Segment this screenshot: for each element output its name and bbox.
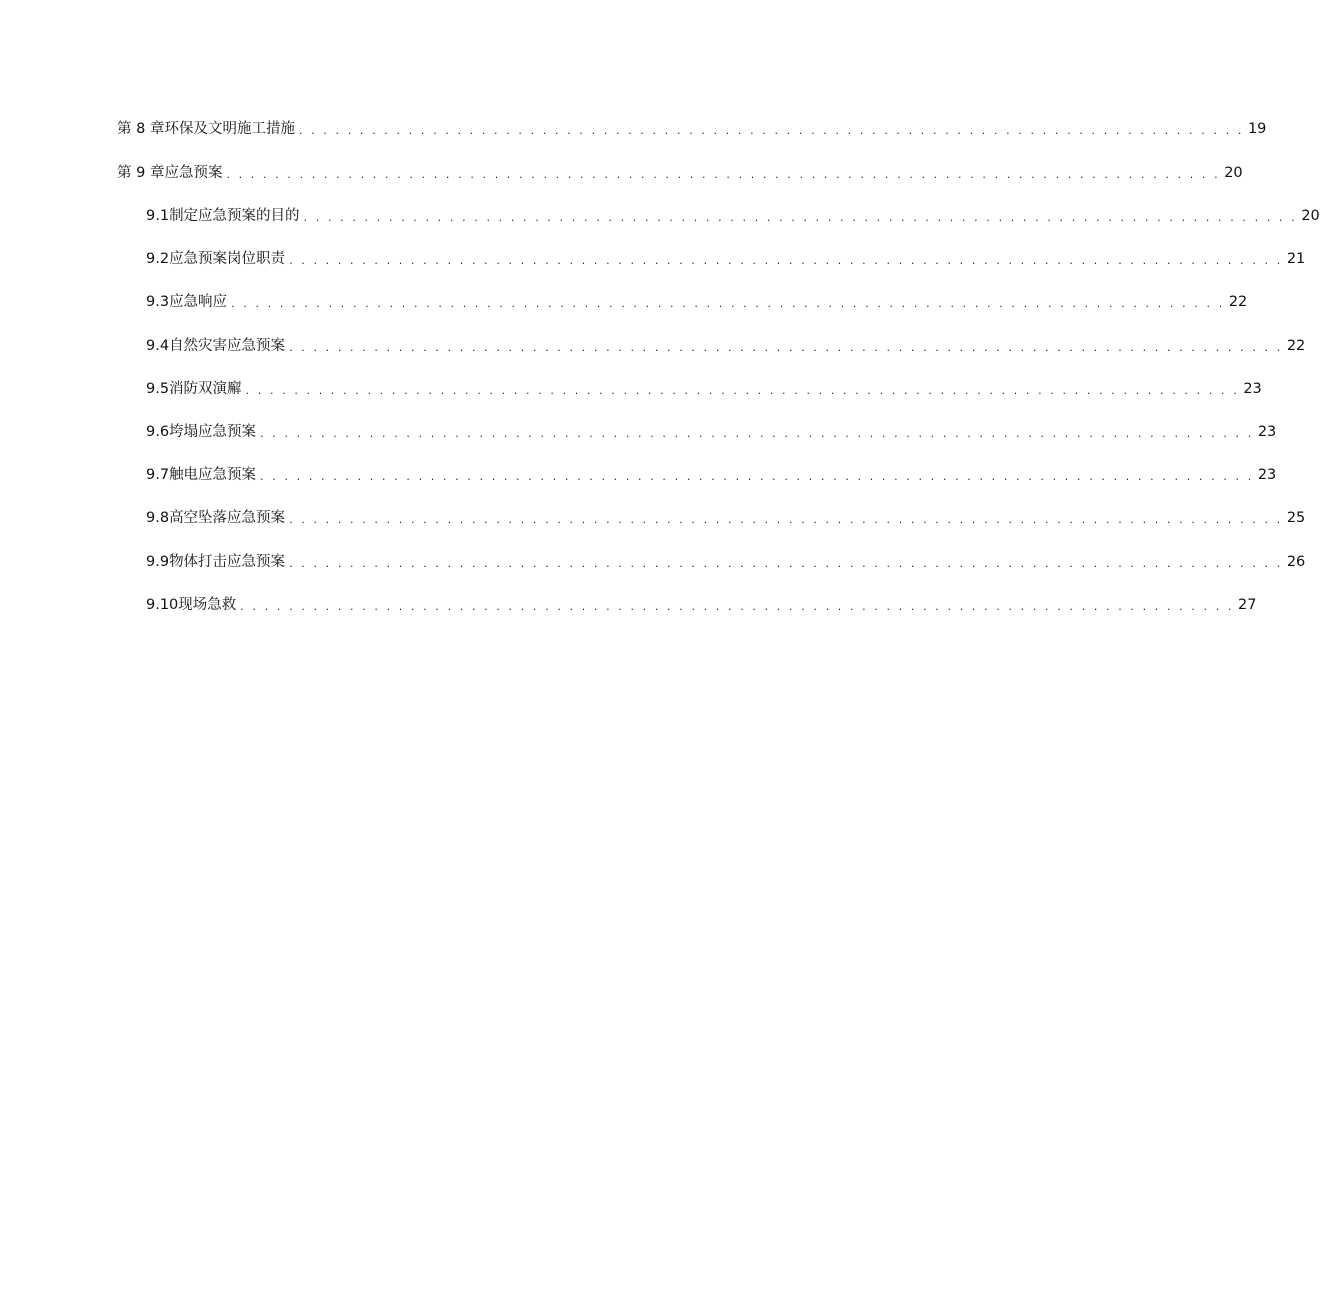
- toc-entry-title: 自然灾害应急预案: [169, 338, 286, 354]
- toc-dot-leader: . . . . . . . . . . . . . . . . . . . . . . . . . . . . . . . . . . . . . . . . . . . . . . . . . . . . . . . . . . . . . . . . . . . . . . . . . . . . . . . . . .: [260, 427, 1254, 440]
- toc-dot-leader: . . . . . . . . . . . . . . . . . . . . . . . . . . . . . . . . . . . . . . . . . . . . . . . . . . . . . . . . . . . . . . . . . . . . . . . . . . . . . .: [298, 124, 1244, 137]
- toc-entry-number: 9.3: [146, 294, 170, 310]
- toc-entry-page: 22: [1286, 338, 1306, 354]
- toc-dot-leader: . . . . . . . . . . . . . . . . . . . . . . . . . . . . . . . . . . . . . . . . . . . . . . . . . . . . . . . . . . . . . . . . . . . . . . . . . . . . . . . . . .: [303, 211, 1298, 224]
- toc-entry-number: 9.8: [146, 510, 170, 526]
- toc-entry-number: 第 8 章: [117, 121, 165, 137]
- toc-entry-number: 9.6: [146, 424, 170, 440]
- toc-dot-leader: . . . . . . . . . . . . . . . . . . . . . . . . . . . . . . . . . . . . . . . . . . . . . . . . . . . . . . . . . . . . . . . . . . . . . . . . . . . . . . . . . .: [231, 297, 1225, 310]
- toc-dot-leader: . . . . . . . . . . . . . . . . . . . . . . . . . . . . . . . . . . . . . . . . . . . . . . . . . . . . . . . . . . . . . . . . . . . . . . . . . . . . . . . . . .: [289, 513, 1283, 526]
- toc-dot-leader: . . . . . . . . . . . . . . . . . . . . . . . . . . . . . . . . . . . . . . . . . . . . . . . . . . . . . . . . . . . . . . . . . . . . . . . . . . . . . . . . . .: [245, 384, 1240, 397]
- toc-entry-number: 9.10: [146, 597, 179, 613]
- toc-entry-chapter-9[interactable]: [117, 163, 1243, 183]
- toc-dot-leader: . . . . . . . . . . . . . . . . . . . . . . . . . . . . . . . . . . . . . . . . . . . . . . . . . . . . . . . . . . . . . . . . . . . . . . . . . . . . . . . . . .: [289, 254, 1283, 267]
- toc-entry-number: 9.4: [146, 338, 170, 354]
- toc-entry-number: 9.1: [146, 208, 170, 224]
- toc-entry-number: 第 9 章: [117, 165, 165, 181]
- toc-entry-title: 应急预案: [164, 165, 223, 181]
- toc-entry-page: 27: [1238, 597, 1257, 613]
- toc-entry-page: 20: [1301, 208, 1320, 224]
- toc-dot-leader: . . . . . . . . . . . . . . . . . . . . . . . . . . . . . . . . . . . . . . . . . . . . . . . . . . . . . . . . . . . . . . . . . . . . . . . . . . . . . . . . . .: [260, 470, 1254, 483]
- toc-entry-title: 垮塌应急预案: [169, 424, 257, 440]
- toc-entry-9-10[interactable]: [146, 595, 1257, 615]
- toc-dot-leader: . . . . . . . . . . . . . . . . . . . . . . . . . . . . . . . . . . . . . . . . . . . . . . . . . . . . . . . . . . . . . . . . . . . . . . . . . . . . . . . . . .: [240, 600, 1235, 613]
- toc-dot-leader: . . . . . . . . . . . . . . . . . . . . . . . . . . . . . . . . . . . . . . . . . . . . . . . . . . . . . . . . . . . . . . . . . . . . . . . . . . . . . . . . . .: [226, 168, 1221, 181]
- toc-entry-page: 21: [1286, 251, 1306, 267]
- toc-entry-page: 23: [1257, 467, 1277, 483]
- toc-entry-9-2[interactable]: [146, 249, 1306, 269]
- toc-entry-9-7[interactable]: [146, 465, 1277, 485]
- toc-entry-9-9[interactable]: [146, 552, 1306, 572]
- toc-entry-9-1[interactable]: [146, 206, 1320, 226]
- toc-entry-title: 应急预案岗位职责: [169, 251, 286, 267]
- toc-entry-chapter-8[interactable]: [117, 119, 1267, 139]
- toc-entry-title: 制定应急预案的目的: [169, 208, 300, 224]
- toc-entry-page: 19: [1247, 121, 1267, 137]
- toc-entry-9-4[interactable]: [146, 336, 1306, 356]
- toc-entry-number: 9.7: [146, 467, 170, 483]
- toc-entry-page: 23: [1257, 424, 1277, 440]
- toc-entry-9-8[interactable]: [146, 508, 1306, 528]
- toc-entry-title: 消防双演廨: [169, 381, 242, 397]
- toc-entry-number: 9.2: [146, 251, 170, 267]
- toc-entry-page: 26: [1286, 554, 1306, 570]
- toc-entry-title: 现场急救: [178, 597, 237, 613]
- toc-entry-title: 物体打击应急预案: [169, 554, 286, 570]
- toc-entry-page: 22: [1228, 294, 1248, 310]
- toc-entry-title: 高空坠落应急预案: [169, 510, 286, 526]
- toc-entry-title: 触电应急预案: [169, 467, 257, 483]
- toc-dot-leader: . . . . . . . . . . . . . . . . . . . . . . . . . . . . . . . . . . . . . . . . . . . . . . . . . . . . . . . . . . . . . . . . . . . . . . . . . . . . . . . . . .: [289, 341, 1283, 354]
- toc-entry-title: 环保及文明施工措施: [164, 121, 295, 137]
- toc-entry-page: 23: [1243, 381, 1262, 397]
- toc-entry-number: 9.5: [146, 381, 170, 397]
- toc-entry-page: 20: [1224, 165, 1243, 181]
- toc-entry-number: 9.9: [146, 554, 170, 570]
- toc-entry-9-6[interactable]: [146, 422, 1277, 442]
- toc-entry-page: 25: [1286, 510, 1306, 526]
- toc-entry-9-5[interactable]: [146, 379, 1262, 399]
- toc-entry-title: 应急响应: [169, 294, 228, 310]
- toc-entry-9-3[interactable]: [146, 292, 1248, 312]
- toc-dot-leader: . . . . . . . . . . . . . . . . . . . . . . . . . . . . . . . . . . . . . . . . . . . . . . . . . . . . . . . . . . . . . . . . . . . . . . . . . . . . . . . . . .: [289, 557, 1283, 570]
